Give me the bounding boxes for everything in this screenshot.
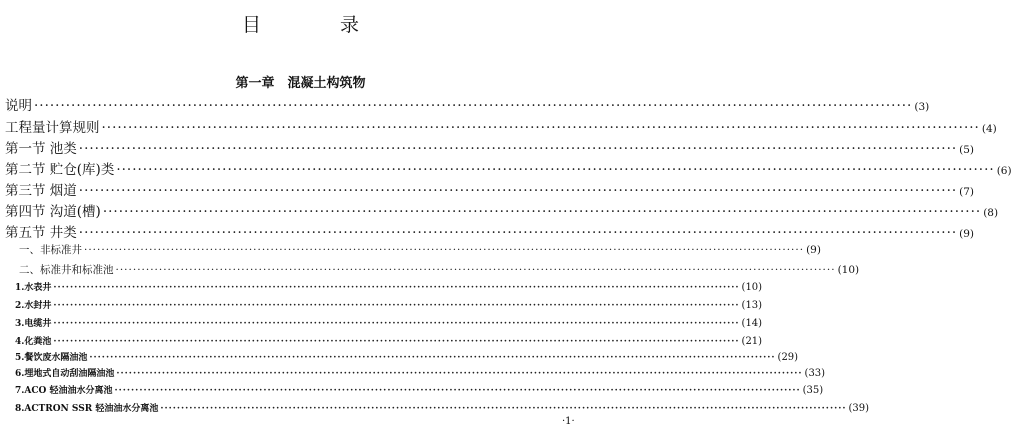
toc-entry-label: 2.水封井 xyxy=(15,301,52,311)
toc-entry-page: (5) xyxy=(959,144,975,156)
toc-entry-page: (33) xyxy=(804,368,826,379)
toc-entry-label: 8.ACTRON SSR 轻油油水分离池 xyxy=(15,404,159,414)
toc-entry[interactable] xyxy=(0,242,821,257)
dot-leader xyxy=(103,204,981,220)
toc-entry[interactable] xyxy=(0,94,930,114)
toc-entry[interactable] xyxy=(0,179,975,199)
toc-entry-label: 第三节 烟道 xyxy=(5,183,77,199)
toc-entry-page: (6) xyxy=(996,165,1012,177)
toc-entry[interactable] xyxy=(0,158,1012,178)
toc-entry[interactable] xyxy=(0,350,799,363)
toc-entry[interactable] xyxy=(0,316,763,329)
toc-entry-page: (29) xyxy=(777,352,799,363)
dot-leader xyxy=(102,120,980,136)
toc-entry-label: 第四节 沟道(槽) xyxy=(5,204,101,220)
dot-leader xyxy=(79,183,957,199)
toc-entry-label: 7.ACO 轻油油水分离池 xyxy=(15,386,113,396)
toc-entry-page: (3) xyxy=(914,101,930,113)
toc-entry-label: 一、非标准井 xyxy=(19,244,82,256)
toc-entry-label: 5.餐饮废水隔油池 xyxy=(15,353,88,363)
dot-leader xyxy=(160,404,846,414)
toc-entry[interactable] xyxy=(0,200,999,220)
toc-entry[interactable] xyxy=(0,221,975,241)
toc-entry-page: (21) xyxy=(741,336,763,347)
dot-leader xyxy=(116,264,836,276)
toc-entry[interactable] xyxy=(0,366,826,379)
dot-leader xyxy=(79,141,957,157)
toc-entry-page: (14) xyxy=(741,318,763,329)
toc-entry[interactable] xyxy=(0,116,997,136)
toc-entry[interactable] xyxy=(0,401,870,414)
toc-entry-label: 6.埋地式自动刮油隔油池 xyxy=(15,369,115,379)
toc-entry[interactable] xyxy=(0,298,763,311)
toc-entry-label: 第一节 池类 xyxy=(5,141,77,157)
dot-leader xyxy=(84,244,804,256)
dot-leader xyxy=(116,162,994,178)
dot-leader xyxy=(53,319,739,329)
toc-entry-page: (9) xyxy=(959,228,975,240)
toc-entry-page: (13) xyxy=(741,300,763,311)
toc-entry[interactable] xyxy=(0,280,763,293)
toc-entry-label: 4.化粪池 xyxy=(15,337,52,347)
dot-leader xyxy=(53,301,739,311)
toc-entry-page: (39) xyxy=(848,403,870,414)
toc-entry-page: (9) xyxy=(806,244,821,256)
toc-entry-label: 第五节 井类 xyxy=(5,225,77,241)
dot-leader xyxy=(34,98,912,114)
toc-entry-page: (8) xyxy=(983,207,999,219)
toc-entry[interactable] xyxy=(0,334,763,347)
dot-leader xyxy=(89,353,775,363)
toc-entry-page: (7) xyxy=(959,186,975,198)
toc-entry-label: 3.电缆井 xyxy=(15,319,52,329)
chapter-heading: 第一章 混凝土构筑物 xyxy=(235,76,366,91)
toc-entry[interactable] xyxy=(0,137,975,157)
toc-entry-label: 工程量计算规则 xyxy=(5,120,100,136)
dot-leader xyxy=(53,337,739,347)
toc-entry[interactable] xyxy=(0,262,860,277)
toc-title: 目 录 xyxy=(241,14,389,36)
toc-entry-label: 第二节 贮仓(库)类 xyxy=(5,162,115,178)
dot-leader xyxy=(79,225,957,241)
toc-entry-page: (10) xyxy=(741,282,763,293)
toc-entry-page: (10) xyxy=(837,264,860,276)
toc-entry-label: 1.水表井 xyxy=(15,283,52,293)
dot-leader xyxy=(115,386,801,396)
dot-leader xyxy=(53,283,739,293)
page-number: ·1· xyxy=(562,416,575,427)
toc-entry-page: (4) xyxy=(981,123,997,135)
toc-entry-label: 说明 xyxy=(5,98,32,114)
toc-entry-page: (35) xyxy=(802,385,824,396)
toc-entry-label: 二、标准井和标准池 xyxy=(19,264,114,276)
toc-entry[interactable] xyxy=(0,383,824,396)
dot-leader xyxy=(116,369,802,379)
